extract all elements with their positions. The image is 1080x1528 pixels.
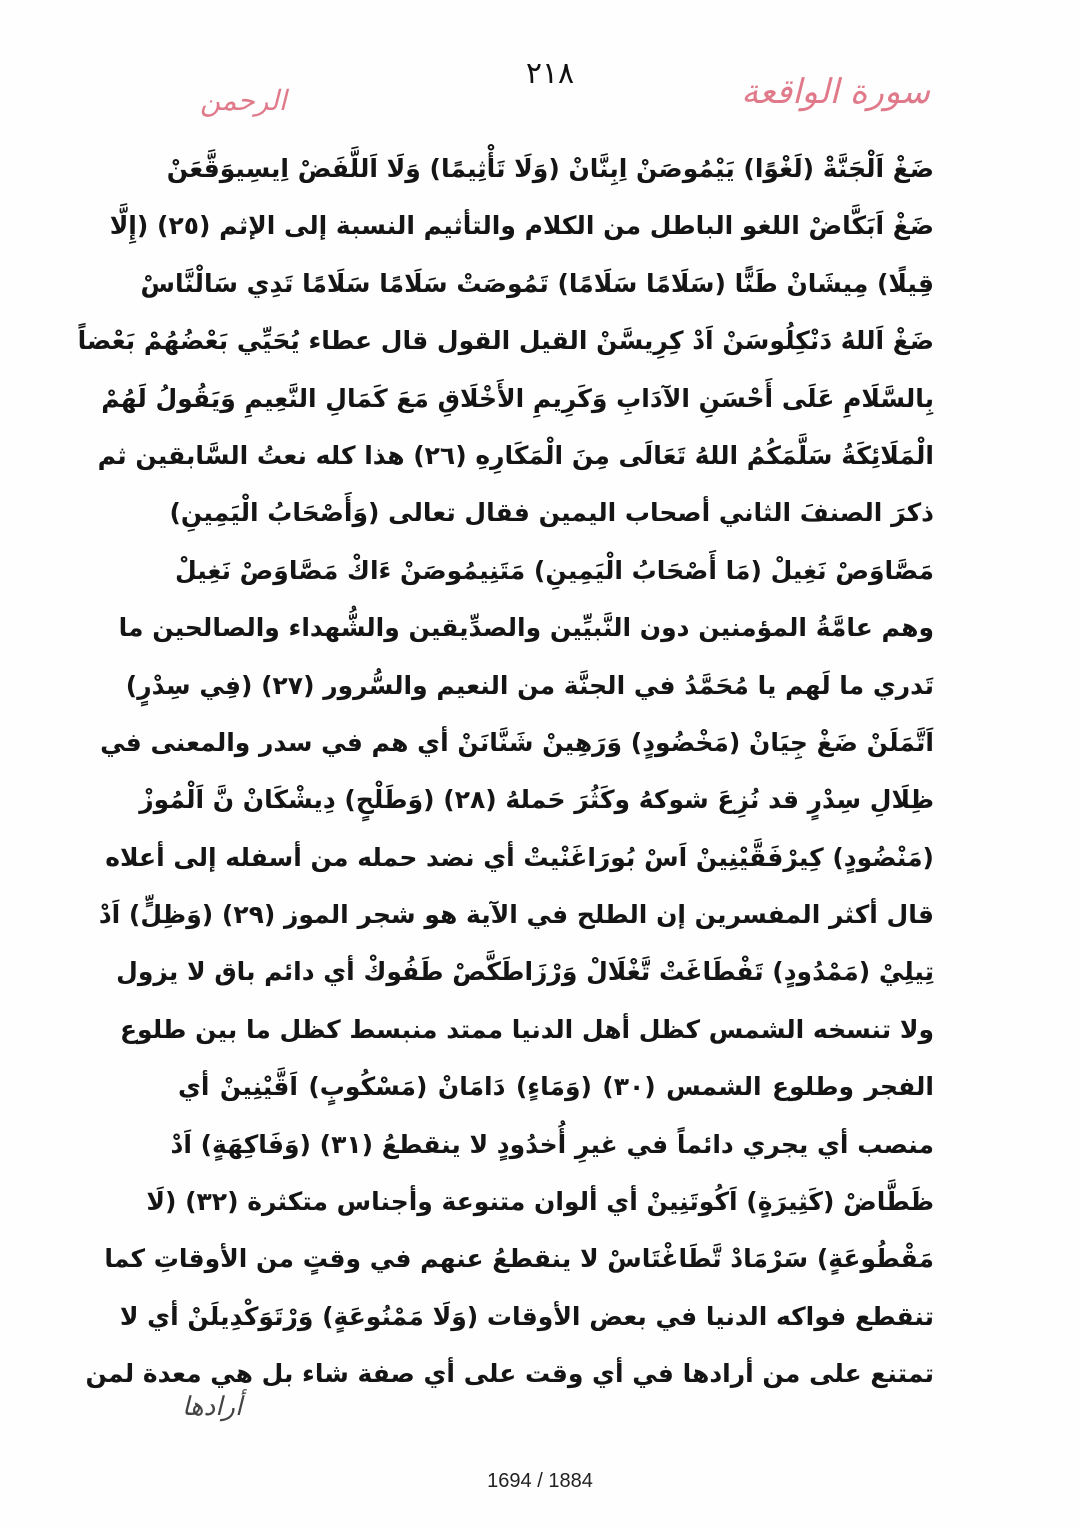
surah-name-handwritten-note: سورة الواقعة xyxy=(741,72,930,112)
text-line: تمتنع على من أرادها في أي وقت على أي صفة شاء بل هي معدة لمن xyxy=(85,1359,934,1389)
text-line: ضَغْ اَللهُ دَنْكِلُوسَنْ اَدْ كِرِيسَّنْ القيل القول قال عطاء يُحَيِّي بَعْضُهُمْ بَعْضاً xyxy=(77,326,934,356)
text-line: تَدري ما لَهم يا مُحَمَّدُ في الجنَّة من النعيم والسُّرور (٢٧) (فِي سِدْرٍ) xyxy=(125,670,934,700)
text-line: تنقطع فواكه الدنيا في بعض الأوقات (وَلَا مَمْنُوعَةٍ) وَرْتَوَكْدِيلَنْ أي لا xyxy=(119,1301,934,1331)
text-line: قال أكثر المفسرين إن الطلح في الآية هو شجر الموز (٢٩) (وَظِلٍّ) اَدْ xyxy=(98,900,934,930)
text-line: ذكرَ الصنفَ الثاني أصحاب اليمين فقال تعالى (وَأَصْحَابُ الْيَمِينِ) xyxy=(169,498,934,528)
text-line: مَصَّاوَصْ نَغِيلْ (مَا أَصْحَابُ الْيَمِينِ) مَتَنِيمُوصَنْ ءَاكْ مَصَّاوَصْ نَغِيلْ xyxy=(174,555,934,585)
text-line: الْمَلَائِكَةُ سَلَّمَكُمُ اللهُ تَعَالَى مِنَ الْمَكَارِهِ (٢٦) هذا كله نعتُ السَّابقين ثم xyxy=(97,440,934,470)
text-line: ظِلَالِ سِدْرٍ قد نُزِعَ شوكهُ وكَثُرَ حَملهُ (٢٨) (وَطَلْحٍ) دِيشْكَانْ نَّ اَلْمُوزْ xyxy=(139,785,934,815)
text-line: بِالسَّلَامِ عَلَى أَحْسَنِ الآدَابِ وَكَرِيمِ الأَخْلَاقِ مَعَ كَمَالِ النَّعِيمِ وَيَقُولُ لَهُمْ xyxy=(101,383,934,413)
handwritten-catchword: أرادها xyxy=(182,1392,243,1422)
text-line: ولا تنسخه الشمس كظل أهل الدنيا ممتد منبسط كظل ما بين طلوع xyxy=(119,1014,934,1044)
text-line: اَتَّمَلَنْ ضَغْ جِيَانْ (مَخْضُودٍ) وَرَهِينْ شَنَّانَنْ أي هم في سدر والمعنى في xyxy=(100,727,934,757)
text-line: (مَنْضُودٍ) كِيرْفَقَّيْنِينْ اَسْ بُورَاغَنْيتْ أي نضد حمله من أسفله إلى أعلاه xyxy=(105,842,934,872)
text-line: تِيلِيْ (مَمْدُودٍ) تَفْطَاغَتْ تَّغْلَالْ وَرْزَاطَكَّصْ طَفُوكْ أي دائم باق لا يزول xyxy=(116,957,934,987)
handwritten-side-note: الرحمن xyxy=(200,84,287,117)
text-line: قِيلًا) مِيشَانْ طَنًّا (سَلَامًا سَلَامًا) تَمُوصَتْ سَلَامًا سَلَامًا تَدِي سَالْنَّاسْ xyxy=(140,268,934,298)
page-number: ٢١٨ xyxy=(525,56,575,91)
text-line: الفجر وطلوع الشمس (٣٠) (وَمَاءٍ) دَامَانْ (مَسْكُوبٍ) اَقَّيْنِينْ أي xyxy=(178,1072,934,1102)
tafsir-body-text xyxy=(77,140,934,1403)
pdf-page-counter: 1694 / 1884 xyxy=(487,1470,593,1492)
text-line: وهم عامَّةُ المؤمنين دون النَّبيِّين والصدِّيقين والشُّهداء والصالحين ما xyxy=(118,613,934,643)
text-line: منصب أي يجري دائماً في غيرِ أُخدُودٍ لا ينقطعُ (٣١) (وَفَاكِهَةٍ) اَدْ xyxy=(170,1129,934,1159)
text-line: مَقْطُوعَةٍ) سَرْمَادْ تَّطَاغْتَاسْ لا ينقطعُ عنهم في وقتٍ من الأوقاتِ كما xyxy=(104,1244,934,1274)
text-line: ظَطَّاضْ (كَثِيرَةٍ) اَكُوتَنِينْ أي ألوان متنوعة وأجناس متكثرة (٣٢) (لَا xyxy=(146,1187,934,1217)
text-line: ضَغْ اَبَكَّاضْ اللغو الباطل من الكلام والتأثيم النسبة إلى الإثم (٢٥) (إِلَّا xyxy=(109,211,934,241)
text-line: ضَغْ اَلْجَنَّةْ (لَغْوًا) يَيْمُوصَنْ اِبِنَّانْ (وَلَا تَأْثِيمًا) وَلَا اَللَّفَضْ اِيسِيوَقَّعَنْ xyxy=(166,154,934,183)
